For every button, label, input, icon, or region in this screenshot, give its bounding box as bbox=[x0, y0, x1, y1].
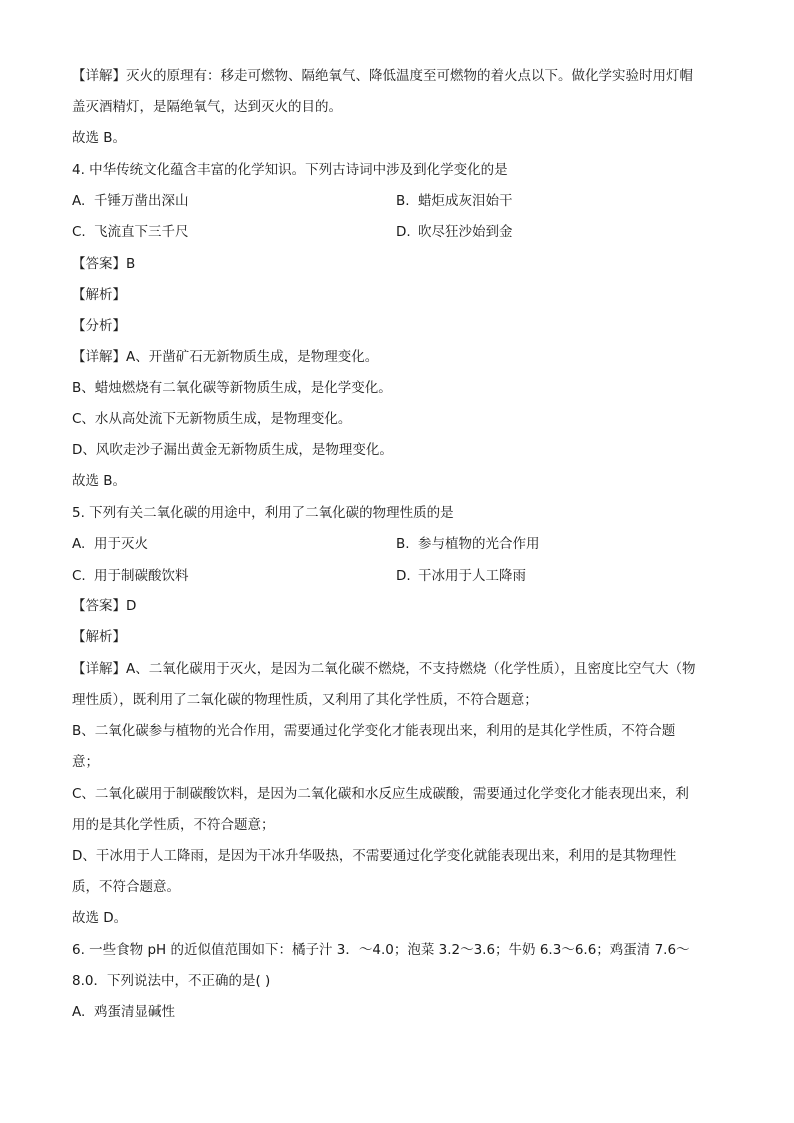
option-text: 用于制碳酸饮料 bbox=[94, 568, 189, 584]
option-letter: D. bbox=[396, 568, 411, 584]
option-letter: A. bbox=[72, 1004, 86, 1020]
option-letter: B. bbox=[396, 193, 410, 209]
question-5-stem: 5. 下列有关二氧化碳的用途中，利用了二氧化碳的物理性质的是 bbox=[72, 505, 454, 521]
question-5-analysis-heading: 【解析】 bbox=[72, 629, 126, 645]
option-text: 蜡炬成灰泪始干 bbox=[418, 193, 513, 209]
question-4-stem: 4. 中华传统文化蕴含丰富的化学知识。下列古诗词中涉及到化学变化的是 bbox=[72, 162, 508, 178]
option-text: 参与植物的光合作用 bbox=[418, 536, 540, 552]
question-5-option-c bbox=[72, 566, 189, 586]
question-6-stem: 6. 一些食物 pH 的近似值范围如下：橘子汁 3．～4.0；泡菜 3.2～3.6；牛奶 6.3～6.6；鸡蛋清 7.6～ bbox=[72, 942, 690, 958]
option-text: 用于灭火 bbox=[94, 536, 148, 552]
question-5-detail-line: C、二氧化碳用于制碳酸饮料，是因为二氧化碳和水反应生成碳酸，需要通过化学变化才能表现出来，利 bbox=[72, 786, 689, 802]
option-text: 飞流直下三千尺 bbox=[94, 224, 189, 240]
question-5-option-a bbox=[72, 534, 148, 554]
question-6-option-a bbox=[72, 1002, 175, 1022]
question-5-option-d bbox=[396, 566, 526, 586]
question-4-detail-a: 【详解】A、开凿矿石无新物质生成，是物理变化。 bbox=[72, 349, 379, 365]
question-4-option-d bbox=[396, 222, 513, 242]
question-4-fenxi-heading: 【分析】 bbox=[72, 318, 126, 334]
option-letter: C. bbox=[72, 224, 86, 240]
option-letter: B. bbox=[396, 536, 410, 552]
question-5-detail-line: 质，不符合题意。 bbox=[72, 879, 180, 895]
explanation-line: 盖灭酒精灯，是隔绝氧气，达到灭火的目的。 bbox=[72, 99, 342, 115]
question-5-detail-line: 用的是其化学性质，不符合题意； bbox=[72, 817, 275, 833]
option-text: 千锤万凿出深山 bbox=[94, 193, 189, 209]
question-5-answer: 【答案】D bbox=[72, 598, 137, 614]
question-4-analysis-heading: 【解析】 bbox=[72, 287, 126, 303]
option-letter: D. bbox=[396, 224, 411, 240]
question-4-option-a bbox=[72, 191, 189, 211]
option-text: 吹尽狂沙始到金 bbox=[418, 224, 513, 240]
question-5-detail-line: 意； bbox=[72, 754, 99, 770]
option-letter: A. bbox=[72, 193, 86, 209]
question-5-detail-line: 理性质），既利用了二氧化碳的物理性质，又利用了其化学性质，不符合题意； bbox=[72, 692, 538, 708]
question-5-option-b bbox=[396, 534, 540, 554]
question-4-option-c bbox=[72, 222, 189, 242]
question-4-option-b bbox=[396, 191, 513, 211]
question-4-detail-c: C、水从高处流下无新物质生成，是物理变化。 bbox=[72, 411, 352, 427]
question-6-stem-continued: 8.0．下列说法中，不正确的是( ) bbox=[72, 973, 271, 989]
option-text: 鸡蛋清显碱性 bbox=[94, 1004, 175, 1020]
question-5-selection: 故选 D。 bbox=[72, 910, 128, 926]
question-5-detail-line: D、干冰用于人工降雨，是因为干冰升华吸热，不需要通过化学变化就能表现出来，利用的是其物理性 bbox=[72, 848, 677, 864]
option-text: 干冰用于人工降雨 bbox=[418, 568, 526, 584]
question-5-detail-line: B、二氧化碳参与植物的光合作用，需要通过化学变化才能表现出来，利用的是其化学性质，不符合题 bbox=[72, 723, 676, 739]
question-4-detail-d: D、风吹走沙子漏出黄金无新物质生成，是物理变化。 bbox=[72, 442, 393, 458]
question-5-detail-line: 【详解】A、二氧化碳用于灭火，是因为二氧化碳不燃烧，不支持燃烧（化学性质），且密度比空气大（物 bbox=[72, 661, 696, 677]
question-4-selection: 故选 B。 bbox=[72, 473, 127, 489]
option-letter: C. bbox=[72, 568, 86, 584]
question-4-detail-b: B、蜡烛燃烧有二氧化碳等新物质生成，是化学变化。 bbox=[72, 380, 392, 396]
answer-choice-line: 故选 B。 bbox=[72, 130, 127, 146]
question-4-answer: 【答案】B bbox=[72, 256, 136, 272]
explanation-line: 【详解】灭火的原理有：移走可燃物、隔绝氧气、降低温度至可燃物的着火点以下。做化学实验时用灯帽 bbox=[72, 68, 693, 84]
option-letter: A. bbox=[72, 536, 86, 552]
